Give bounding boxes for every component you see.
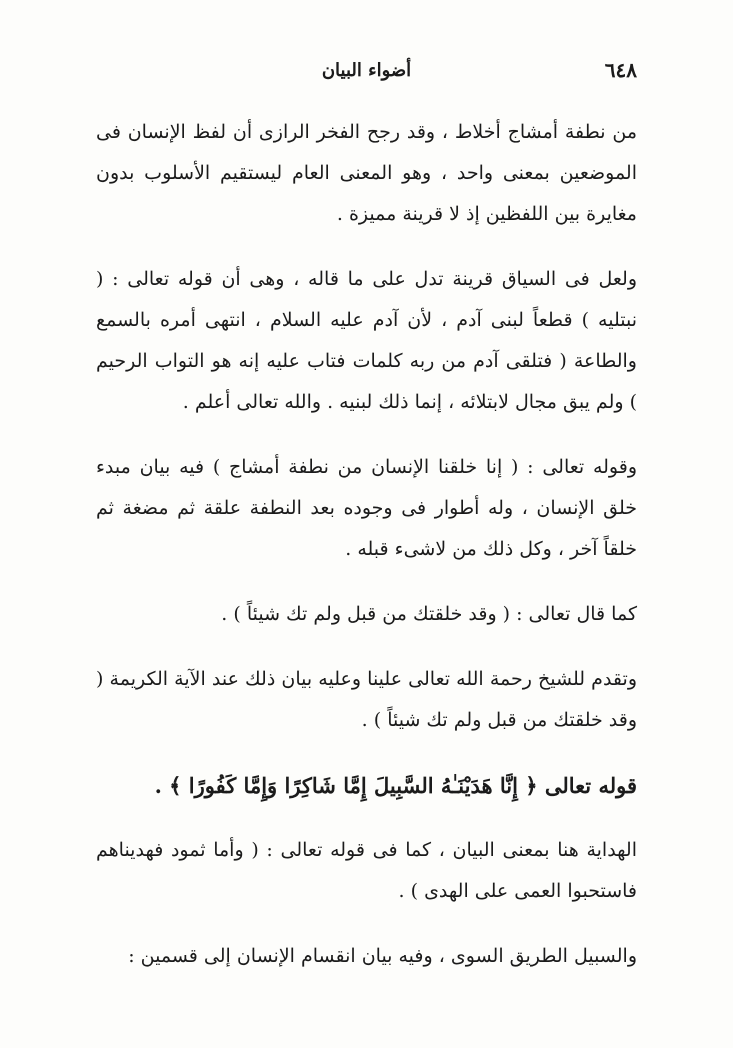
paragraph: ولعل فى السياق قرينة تدل على ما قاله ، وهى أن قوله تعالى : ( نبتليه ) قطعاً لبنى آدم ، لأن آدم عليه السلام ، انتهى أمره بالسمع والطاعة ( فتلقى آدم من ربه كلمات فتاب عليه إنه هو التواب الرحيم ) ولم يبق مجال لابتلائه ، إنما ذلك لبنيه . والله تعالى أعلم .	[96, 268, 637, 413]
running-title: أضواء البيان	[321, 60, 412, 81]
page-number: ٦٤٨	[604, 58, 637, 82]
paragraph: كما قال تعالى : ( وقد خلقتك من قبل ولم تك شيئاً ) .	[221, 603, 637, 625]
paragraph: وتقدم للشيخ رحمة الله تعالى علينا وعليه بيان ذلك عند الآية الكريمة ( وقد خلقتك من قبل ولم تك شيئاً ) .	[96, 668, 637, 731]
paragraph: وقوله تعالى : ( إنا خلقنا الإنسان من نطفة أمشاج ) فيه بيان مبدء خلق الإنسان ، وله أطوار فى وجوده بعد النطفة علقة ثم مضغة ثم خلقاً آخر ، وكل ذلك من لاشىء قبله .	[96, 456, 637, 560]
page-body	[96, 112, 637, 1001]
paragraph: والسبيل الطريق السوى ، وفيه بيان انقسام الإنسان إلى قسمين :	[128, 945, 637, 967]
paragraph: الهداية هنا بمعنى البيان ، كما فى قوله تعالى : ( وأما ثمود فهديناهم فاستحبوا العمى على الهدى ) .	[96, 839, 637, 902]
quranic-verse-heading: قوله تعالى ﴿ إِنَّا هَدَيْنَـٰهُ السَّبِيلَ إِمَّا شَاكِرًا وَإِمَّا كَفُورًا ﴾ .	[154, 773, 637, 798]
paragraph: من نطفة أمشاج أخلاط ، وقد رجح الفخر الرازى أن لفظ الإنسان فى الموضعين بمعنى واحد ، وهو المعنى العام ليستقيم الأسلوب بدون مغايرة بين اللفظين إذ لا قرينة مميزة .	[96, 121, 637, 225]
page-header	[96, 58, 637, 88]
